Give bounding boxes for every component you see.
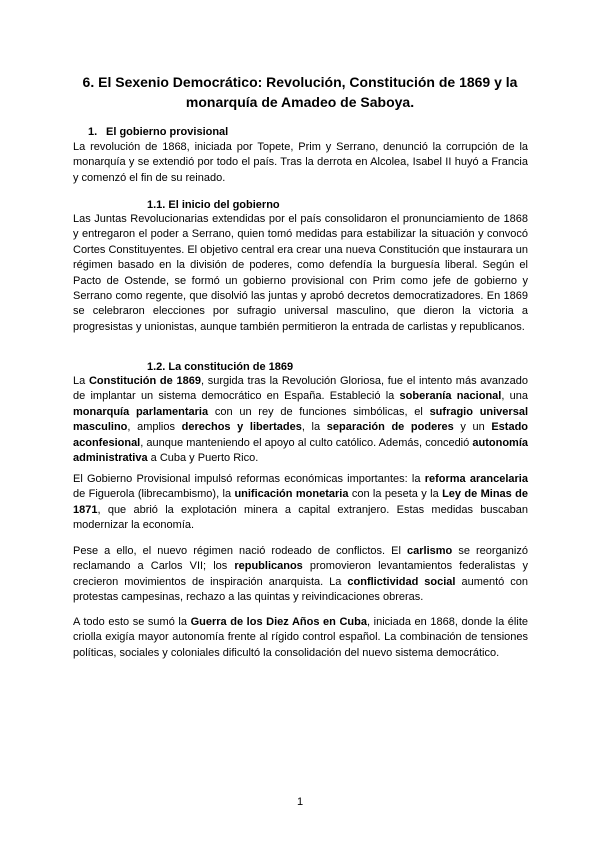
page-number: 1 (296, 796, 304, 808)
bold-term: carlismo (407, 545, 453, 557)
bold-term: Constitución de 1869 (88, 375, 201, 387)
bold-term: soberanía nacional (399, 390, 502, 403)
section-number: 1. (88, 126, 98, 138)
paragraph-guerra-cuba: A todo esto se sumó la Guerra de los Diez Años en Cuba, iniciada en 1868, donde la élite criolla exigía mayor autonomía frente al rígido control español. La combinación de tensiones políticas, sociales y coloniales dificultó la consolidación del nuevo sistema democrático. (73, 616, 528, 659)
bold-term: derechos y libertades (181, 421, 302, 434)
bold-term: conflictividad social (347, 575, 456, 588)
paragraph-reformas-economicas: El Gobierno Provisional impulsó reformas económicas importantes: la reforma arancelaria de Figuerola (librecambismo), la unificación monetaria con la peseta y la Ley de Minas de 1871, que abrió la explotación minera a capital extranjero. Estas medidas buscaban modernizar la economía. (73, 473, 528, 532)
bold-term: sufragio universal masculino (73, 405, 528, 434)
paragraph-constitucion-1869: La Constitución de 1869, surgida tras la Revolución Gloriosa, fue el intento más avanzado de implantar un sistema democrático en España. Estableció la soberanía nacional, una monarquía parlamentaria con un rey de funciones simbólicas, el sufragio universal masculino, amplios derechos y libertades, la separación de poderes y un Estado aconfesional, aunque manteniendo el apoyo al culto católico. Además, concedió autonomía administrativa a Cuba y Puerto Rico. (73, 375, 529, 465)
bold-term: autonomía administrativa (73, 436, 528, 465)
section-heading-gobierno-provisional (88, 125, 228, 139)
bold-term: Ley de Minas de 1871 (73, 488, 528, 516)
bold-term: monarquía parlamentaria (73, 405, 209, 418)
bold-term: unificación monetaria (234, 488, 349, 501)
subsection-heading-inicio-gobierno: 1.1. El inicio del gobierno (147, 199, 280, 211)
bold-term: republicanos (234, 560, 303, 573)
bold-term: reforma arancelaria (424, 473, 528, 485)
bold-term: separación de poderes (326, 421, 454, 434)
bold-term: Guerra de los Diez Años en Cuba (190, 616, 367, 628)
paragraph-inicio-gobierno: Las Juntas Revolucionarias extendidas por el país consolidaron el pronunciamiento de 1868 y entregaron el poder a Serrano, quien tomó medidas para estabilizar la situación y convocó Cortes Constituyentes. El objetivo central era crear una nueva Constitución que instaurara un régimen basado en la división de poderes, como defendía la burguesía liberal. Según el Pacto de Ostende, se formó un gobierno provisional con Prim como jefe de gobierno y Serrano como regente, que disolvió las juntas y aprobó decretos democratizadores. En 1869 se celebraron elecciones por sufragio universal masculino, que dieron la victoria a progresistas y unionistas, aunque también permitieron la entrada de carlistas y republicanos. (73, 213, 528, 333)
bold-term: Estado aconfesional (73, 421, 529, 449)
document-title: 6. El Sexenio Democrático: Revolución, Constitución de 1869 y la monarquía de Amadeo de Saboya. (82, 74, 518, 110)
paragraph-gobierno-provisional: La revolución de 1868, iniciada por Topete, Prim y Serrano, denunció la corrupción de la monarquía y se extendió por todo el país. Tras la derrota en Alcolea, Isabel II huyó a Francia y comenzó el fin de su reinado. (73, 141, 528, 184)
subsection-heading-constitucion-1869: 1.2. La constitución de 1869 (147, 361, 294, 373)
section-heading-text: El gobierno provisional (106, 126, 229, 138)
paragraph-conflictos: Pese a ello, el nuevo régimen nació rodeado de conflictos. El carlismo se reorganizó reclamando a Carlos VII; los republicanos promovieron levantamientos federalistas y crecieron movimientos de inspiración anarquista. La conflictividad social aumentó con protestas campesinas, rechazo a las quintas y reivindicaciones obreras. (73, 545, 529, 604)
